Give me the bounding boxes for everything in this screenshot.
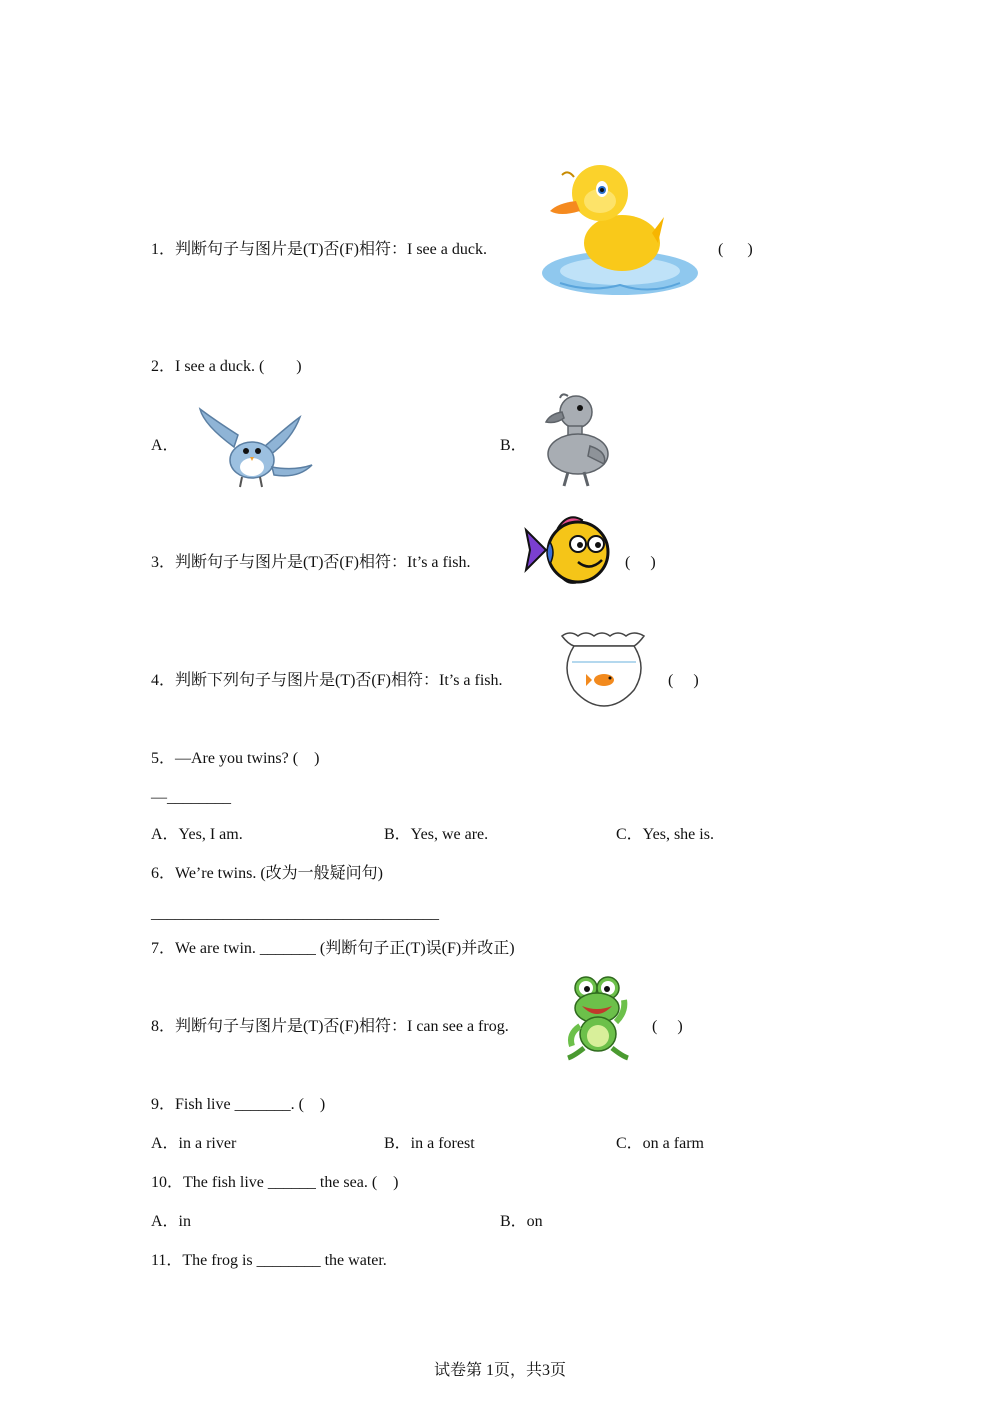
answer-bracket: ( ) bbox=[625, 554, 656, 571]
question-2-text: 2．I see a duck. ( ) bbox=[151, 358, 302, 375]
question-9-text: 9．Fish live _______. ( ) bbox=[151, 1096, 326, 1113]
question-4-text: 4．判断下列句子与图片是(T)否(F)相符：It’s a fish. bbox=[151, 672, 503, 689]
question-3-text: 3．判断句子与图片是(T)否(F)相符：It’s a fish. bbox=[151, 554, 471, 571]
question-6-text: 6．We’re twins. (改为一般疑问句) bbox=[151, 865, 384, 882]
goldfish-bowl-picture bbox=[558, 628, 650, 708]
question-10-text: 10．The fish live ______ the sea. ( ) bbox=[151, 1174, 399, 1191]
question-1-text: 1．判断句子与图片是(T)否(F)相符：I see a duck. bbox=[151, 241, 487, 258]
answer-line: ____________________________________ bbox=[151, 905, 439, 922]
option-b: B．Yes, we are. bbox=[384, 826, 489, 843]
option-a-label: A． bbox=[151, 437, 179, 454]
question-7-text: 7．We are twin. _______ (判断句子正(T)误(F)并改正) bbox=[151, 940, 515, 957]
frog-picture bbox=[562, 972, 638, 1062]
answer-bracket: ( ) bbox=[668, 672, 699, 689]
cartoon-fish-picture bbox=[522, 512, 614, 588]
question-5-text: 5．—Are you twins? ( ) bbox=[151, 750, 320, 767]
option-c: C．Yes, she is. bbox=[616, 826, 714, 843]
option-b: B．on bbox=[500, 1213, 543, 1230]
answer-line: —________ bbox=[151, 789, 231, 806]
option-b-label: B． bbox=[500, 437, 527, 454]
option-c: C．on a farm bbox=[616, 1135, 704, 1152]
option-a: A．Yes, I am. bbox=[151, 826, 243, 843]
page-footer: 试卷第 1页，共3页 bbox=[433, 1362, 566, 1379]
option-b: B．in a forest bbox=[384, 1135, 475, 1152]
question-8-text: 8．判断句子与图片是(T)否(F)相符：I can see a frog. bbox=[151, 1018, 509, 1035]
bird-picture bbox=[194, 405, 314, 490]
answer-bracket: ( ) bbox=[652, 1018, 683, 1035]
duck-in-water-picture bbox=[540, 155, 700, 310]
option-a: A．in a river bbox=[151, 1135, 237, 1152]
option-a: A．in bbox=[151, 1213, 192, 1230]
question-11-text: 11．The frog is ________ the water. bbox=[151, 1252, 387, 1269]
answer-bracket: ( ) bbox=[718, 241, 753, 258]
grey-duck-picture bbox=[540, 390, 615, 488]
